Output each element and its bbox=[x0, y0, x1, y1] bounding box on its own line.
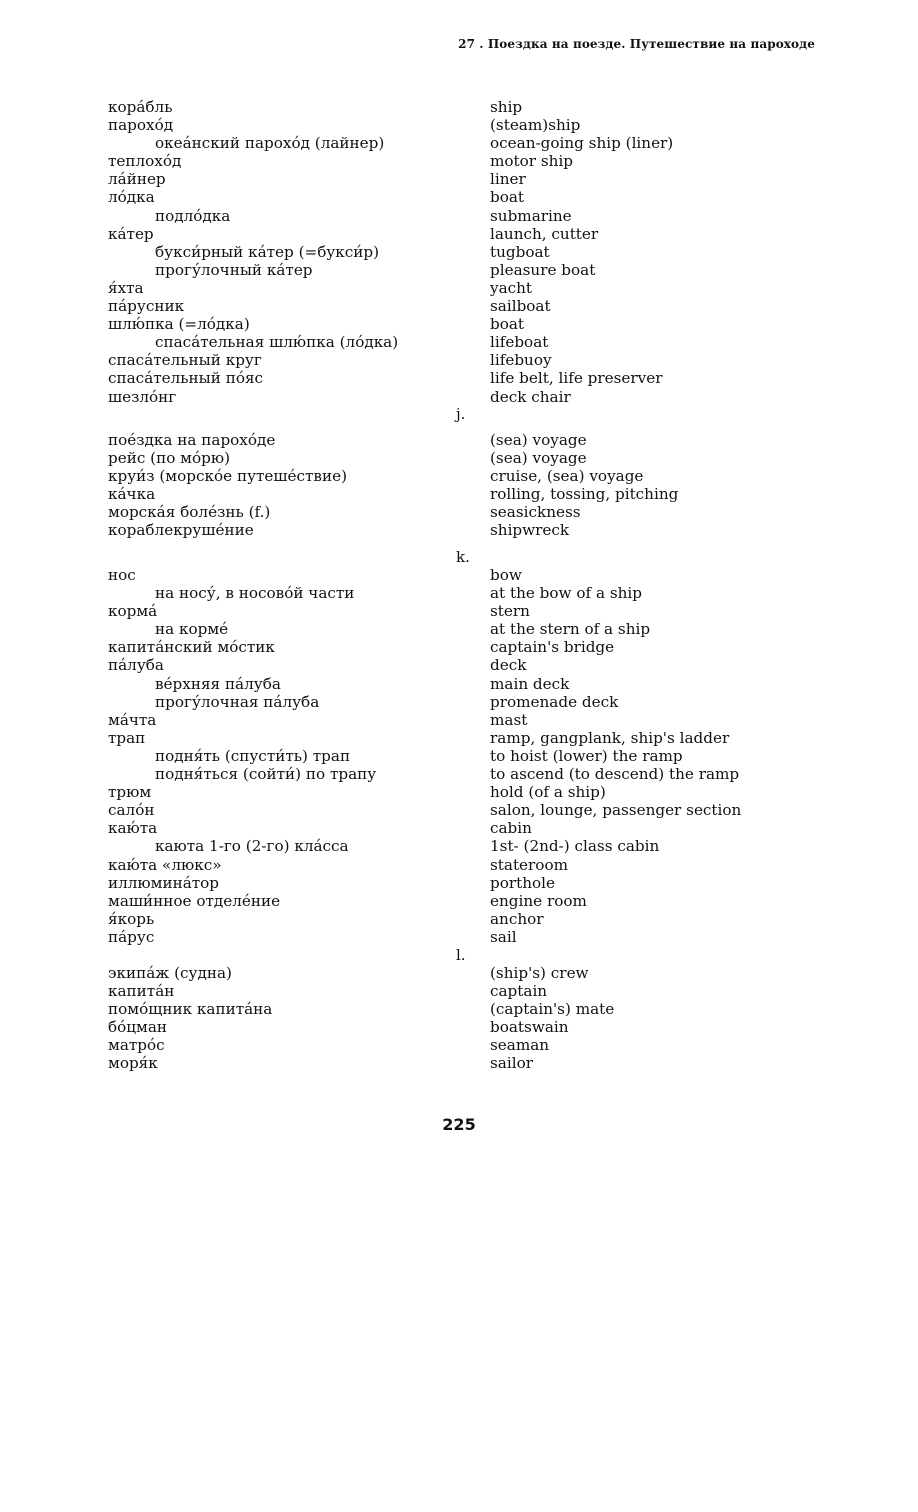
russian-term: подня́ться (сойти́) по трапу bbox=[155, 765, 377, 784]
english-translation: hold (of a ship) bbox=[490, 783, 606, 802]
russian-term: ла́йнер bbox=[108, 170, 166, 189]
russian-term: теплохо́д bbox=[108, 152, 182, 171]
english-translation: lifeboat bbox=[490, 333, 549, 352]
english-translation: (sea) voyage bbox=[490, 449, 587, 468]
vocab-entry bbox=[0, 602, 918, 620]
english-translation: (steam)ship bbox=[490, 116, 581, 135]
english-translation: ramp, gangplank, ship's ladder bbox=[490, 728, 730, 747]
vocab-entry bbox=[0, 207, 918, 225]
english-translation: seaman bbox=[490, 1036, 550, 1055]
russian-term: каю́та «люкс» bbox=[108, 855, 222, 874]
vocab-entry bbox=[0, 1054, 918, 1072]
russian-term: кора́бль bbox=[108, 98, 173, 116]
vocab-entry bbox=[0, 656, 918, 674]
russian-term: прогу́лочный ка́тер bbox=[155, 260, 313, 279]
vocab-entry bbox=[0, 388, 918, 406]
vocab-entry bbox=[0, 819, 918, 837]
english-translation: anchor bbox=[490, 909, 544, 928]
vocab-entry bbox=[0, 1036, 918, 1054]
page-number: 225 bbox=[442, 1115, 476, 1134]
vocab-entry bbox=[0, 369, 918, 387]
english-translation: yacht bbox=[490, 278, 533, 297]
vocab-entry bbox=[0, 982, 918, 1000]
english-translation: deck bbox=[490, 656, 527, 675]
vocab-entry bbox=[0, 225, 918, 243]
english-translation: boat bbox=[490, 315, 525, 334]
russian-term: корма́ bbox=[108, 602, 158, 621]
vocab-entry bbox=[0, 170, 918, 188]
entry-list bbox=[0, 431, 918, 540]
section-marker: k. bbox=[456, 548, 470, 566]
vocab-entry bbox=[0, 964, 918, 982]
vocab-entry bbox=[0, 801, 918, 819]
english-translation: mast bbox=[490, 710, 528, 729]
english-translation: submarine bbox=[490, 206, 572, 225]
english-translation: bow bbox=[490, 566, 522, 584]
english-translation: promenade deck bbox=[490, 692, 619, 711]
russian-term: нос bbox=[108, 566, 136, 584]
vocab-entry bbox=[0, 116, 918, 134]
russian-term: на носу́, в носово́й части bbox=[155, 584, 355, 603]
russian-term: помо́щник капита́на bbox=[108, 1000, 273, 1019]
english-translation: boat bbox=[490, 188, 525, 207]
english-translation: cabin bbox=[490, 819, 532, 838]
vocab-entry bbox=[0, 693, 918, 711]
russian-term: кораблекруше́ние bbox=[108, 521, 254, 540]
vocab-entry bbox=[0, 431, 918, 449]
vocab-entry bbox=[0, 467, 918, 485]
english-translation: main deck bbox=[490, 674, 570, 693]
vocab-entry bbox=[0, 98, 918, 116]
english-translation: sailboat bbox=[490, 297, 551, 316]
vocab-entry bbox=[0, 333, 918, 351]
english-translation: 1st- (2nd-) class cabin bbox=[490, 837, 660, 856]
russian-term: маши́нное отделе́ние bbox=[108, 891, 281, 910]
russian-term: бо́цман bbox=[108, 1018, 168, 1037]
russian-term: капита́н bbox=[108, 982, 175, 1001]
english-translation: liner bbox=[490, 170, 526, 189]
vocab-entry bbox=[0, 765, 918, 783]
vocab-entry bbox=[0, 351, 918, 369]
russian-term: ве́рхняя па́луба bbox=[155, 674, 281, 693]
english-translation: seasickness bbox=[490, 503, 581, 522]
russian-term: па́луба bbox=[108, 656, 164, 675]
russian-term: па́рус bbox=[108, 927, 155, 946]
russian-term: круи́з (морско́е путеше́ствие) bbox=[108, 467, 347, 486]
russian-term: капита́нский мо́стик bbox=[108, 638, 275, 657]
english-translation: pleasure boat bbox=[490, 260, 596, 279]
vocab-entry bbox=[0, 503, 918, 521]
russian-term: океа́нский парохо́д (лайнер) bbox=[155, 134, 385, 153]
russian-term: букси́рный ка́тер (=букси́р) bbox=[155, 242, 380, 261]
russian-term: спаса́тельный по́яс bbox=[108, 369, 264, 388]
russian-term: я́корь bbox=[108, 909, 155, 928]
russian-term: каюта 1-го (2-го) кла́сса bbox=[155, 837, 349, 856]
russian-term: ло́дка bbox=[108, 188, 155, 207]
entry-list bbox=[0, 566, 918, 946]
vocab-entry bbox=[0, 1000, 918, 1018]
english-translation: sailor bbox=[490, 1054, 533, 1073]
vocab-entry bbox=[0, 134, 918, 152]
english-translation: boatswain bbox=[490, 1018, 569, 1037]
section-marker: j. bbox=[456, 405, 466, 423]
vocab-entry bbox=[0, 315, 918, 333]
russian-term: экипа́ж (судна) bbox=[108, 964, 232, 982]
russian-term: ка́тер bbox=[108, 224, 154, 243]
english-translation: to ascend (to descend) the ramp bbox=[490, 765, 740, 784]
vocab-entry bbox=[0, 747, 918, 765]
russian-term: трюм bbox=[108, 783, 152, 802]
russian-term: парохо́д bbox=[108, 116, 174, 135]
english-translation: ocean-going ship (liner) bbox=[490, 134, 674, 153]
russian-term: морска́я боле́знь (f.) bbox=[108, 503, 271, 522]
vocab-entry bbox=[0, 711, 918, 729]
russian-term: ка́чка bbox=[108, 485, 156, 504]
english-translation: lifebuoy bbox=[490, 351, 552, 370]
russian-term: иллюмина́тор bbox=[108, 873, 220, 892]
russian-term: прогу́лочная па́луба bbox=[155, 692, 320, 711]
vocab-entry bbox=[0, 297, 918, 315]
russian-term: рейс (по мо́рю) bbox=[108, 449, 231, 468]
russian-term: спаса́тельная шлю́пка (ло́дка) bbox=[155, 333, 399, 352]
russian-term: ма́чта bbox=[108, 710, 157, 729]
vocab-entry bbox=[0, 910, 918, 928]
english-translation: stern bbox=[490, 602, 530, 621]
english-translation: stateroom bbox=[490, 855, 568, 874]
vocab-entry bbox=[0, 783, 918, 801]
vocab-entry bbox=[0, 566, 918, 584]
vocab-entry bbox=[0, 584, 918, 602]
russian-term: спаса́тельный круг bbox=[108, 351, 262, 370]
english-translation: at the bow of a ship bbox=[490, 584, 643, 603]
vocab-entry bbox=[0, 856, 918, 874]
english-translation: captain's bridge bbox=[490, 638, 615, 657]
vocab-entry bbox=[0, 620, 918, 638]
vocab-entry bbox=[0, 152, 918, 170]
vocab-entry bbox=[0, 243, 918, 261]
vocab-entry bbox=[0, 675, 918, 693]
russian-term: каю́та bbox=[108, 819, 158, 838]
english-translation: sail bbox=[490, 927, 517, 946]
vocab-entry bbox=[0, 261, 918, 279]
english-translation: captain bbox=[490, 982, 548, 1001]
english-translation: porthole bbox=[490, 873, 555, 892]
russian-term: шезло́нг bbox=[108, 387, 177, 406]
vocab-entry bbox=[0, 279, 918, 297]
vocab-entry bbox=[0, 485, 918, 503]
vocab-entry bbox=[0, 188, 918, 206]
vocab-entry bbox=[0, 449, 918, 467]
vocab-entry bbox=[0, 928, 918, 946]
russian-term: подло́дка bbox=[155, 206, 231, 225]
russian-term: матро́с bbox=[108, 1036, 165, 1055]
english-translation: at the stern of a ship bbox=[490, 620, 651, 639]
russian-term: шлю́пка (=ло́дка) bbox=[108, 315, 250, 334]
vocab-entry bbox=[0, 638, 918, 656]
english-translation: (ship's) crew bbox=[490, 964, 589, 982]
russian-term: на корме́ bbox=[155, 620, 229, 639]
vocab-entry bbox=[0, 1018, 918, 1036]
english-translation: life belt, life preserver bbox=[490, 369, 663, 388]
russian-term: трап bbox=[108, 728, 146, 747]
english-translation: to hoist (lower) the ramp bbox=[490, 746, 683, 765]
english-translation: rolling, tossing, pitching bbox=[490, 485, 679, 504]
vocab-entry bbox=[0, 874, 918, 892]
russian-term: подня́ть (спусти́ть) трап bbox=[155, 746, 351, 765]
running-header: 27 . Поездка на поезде. Путешествие на пароходе bbox=[458, 37, 815, 51]
english-translation: tugboat bbox=[490, 242, 550, 261]
vocab-entry bbox=[0, 837, 918, 855]
vocab-entry bbox=[0, 521, 918, 539]
section-marker: l. bbox=[456, 946, 466, 964]
vocab-entry bbox=[0, 729, 918, 747]
english-translation: (sea) voyage bbox=[490, 431, 587, 449]
russian-term: па́русник bbox=[108, 297, 185, 316]
english-translation: engine room bbox=[490, 891, 587, 910]
english-translation: launch, cutter bbox=[490, 224, 599, 243]
english-translation: shipwreck bbox=[490, 521, 570, 540]
english-translation: deck chair bbox=[490, 387, 571, 406]
english-translation: cruise, (sea) voyage bbox=[490, 467, 644, 486]
russian-term: я́хта bbox=[108, 278, 144, 297]
english-translation: ship bbox=[490, 98, 523, 116]
english-translation: salon, lounge, passenger section bbox=[490, 801, 742, 820]
entry-list bbox=[0, 964, 918, 1073]
vocab-entry bbox=[0, 892, 918, 910]
russian-term: сало́н bbox=[108, 801, 155, 820]
english-translation: motor ship bbox=[490, 152, 574, 171]
entry-list bbox=[0, 98, 918, 406]
russian-term: пое́здка на парохо́де bbox=[108, 431, 276, 449]
english-translation: (captain's) mate bbox=[490, 1000, 615, 1019]
russian-term: моря́к bbox=[108, 1054, 158, 1073]
